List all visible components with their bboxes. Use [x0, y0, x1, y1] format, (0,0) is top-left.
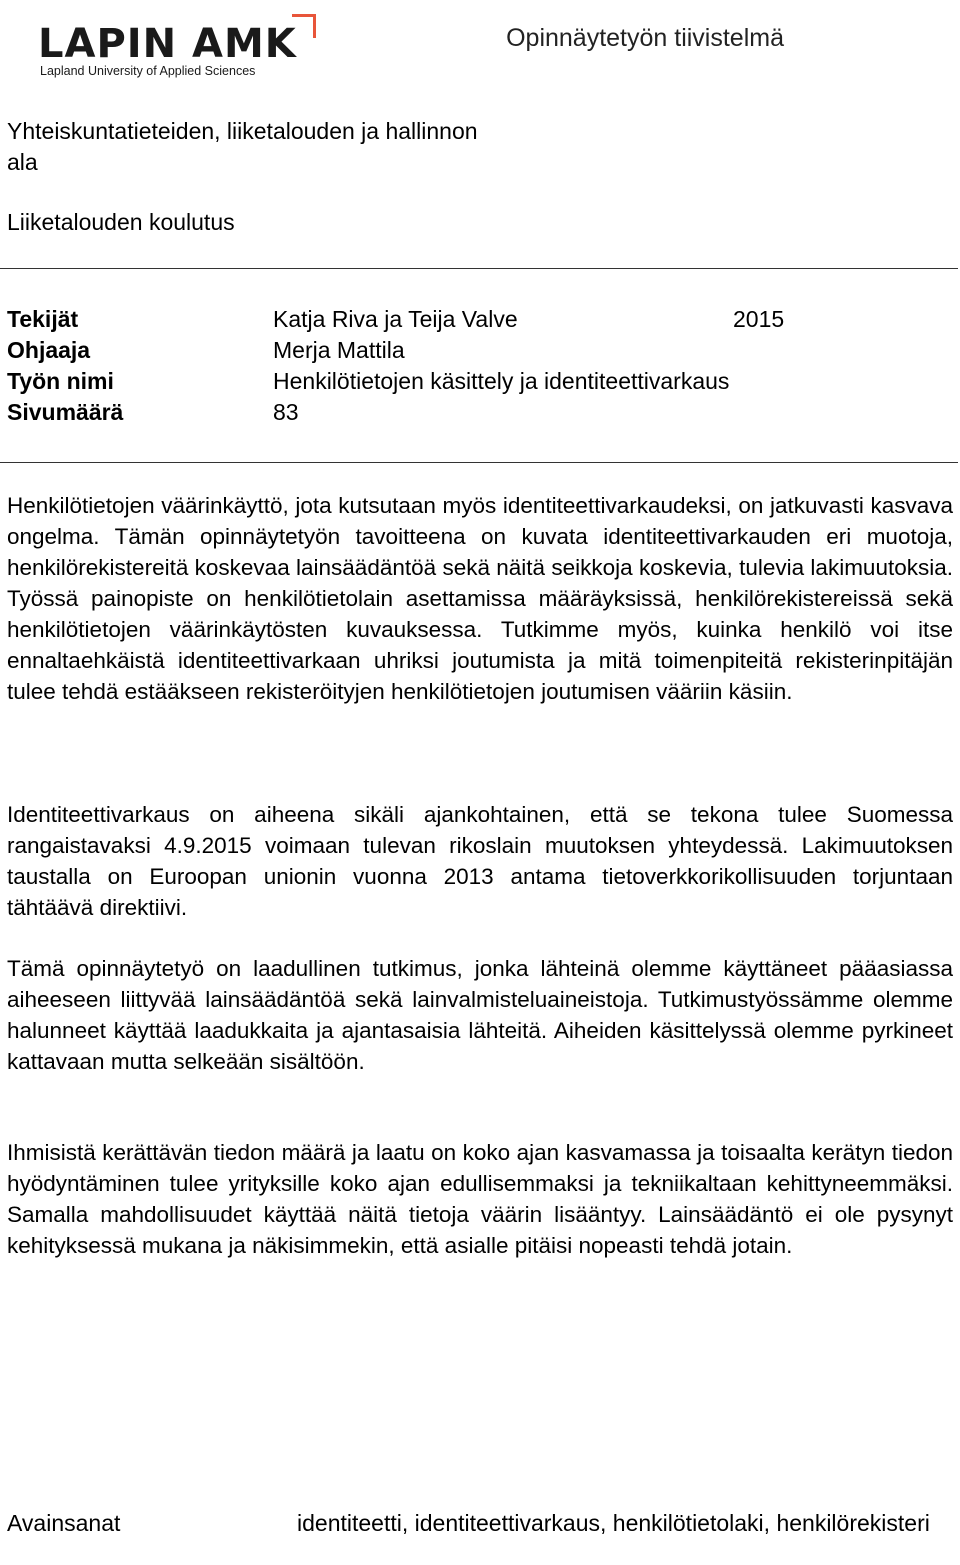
keywords-label: Avainsanat: [7, 1510, 121, 1536]
title-label: Työn nimi: [7, 368, 114, 394]
pages-label: Sivumäärä: [7, 399, 124, 425]
logo-corner-mark-icon: [292, 14, 316, 38]
logo-text: LAPIN AMK: [38, 21, 297, 67]
authors-label: Tekijät: [7, 306, 79, 332]
abstract-paragraph-2: Identiteettivarkaus on aiheena sikäli ajankohtainen, että se tekona tulee Suomessa rangaistavaksi 4.9.2015 voimaan tulevan rikoslain muutoksen yhteydessä. Lakimuutoksen taustalla on Euroopan unionin vuonna 2013 antama tietoverkkorikollisuuden torjuntaan tähtäävä direktiivi.: [7, 802, 953, 920]
keywords-value: identiteetti, identiteettivarkaus, henkilötietolaki, henkilörekisteri: [297, 1510, 930, 1536]
abstract-paragraph-4: Ihmisistä kerättävän tiedon määrä ja laatu on koko ajan kasvamassa ja toisaalta kerätyn tiedon hyödyntäminen tulee yrityksille koko ajan edullisemmaksi ja tekniikaltaan kehittyneemmäksi. Samalla mahdollisuudet käyttää näitä tietoja väärin lisääntyy. Lainsäädäntö ei ole pysynyt kehityksessä mukana ja näkisimmekin, että asialle pitäisi nopeasti tehdä jotain.: [7, 1140, 953, 1258]
authors-value: Katja Riva ja Teija Valve: [273, 306, 518, 332]
lapin-amk-logo: [38, 14, 297, 80]
pages-value: 83: [273, 399, 299, 425]
supervisor-label: Ohjaaja: [7, 337, 91, 363]
supervisor-value: Merja Mattila: [273, 337, 405, 363]
program: Liiketalouden koulutus: [7, 209, 235, 235]
title-value: Henkilötietojen käsittely ja identiteettivarkaus: [273, 368, 730, 394]
abstract-paragraph-1: Henkilötietojen väärinkäyttö, jota kutsutaan myös identiteettivarkaudeksi, on jatkuvasti kasvava ongelma. Tämän opinnäytetyön tavoitteena on kuvata identiteettivarkauden eri muotoja, henkilörekistereitä koskevaa lainsäädäntöä sekä näitä seikkoja koskevia, tulevia lakimuutoksia. Työssä painopiste on henkilötietolain asettamissa määräyksissä, henkilörekistereissä sekä henkilötietojen väärinkäytösten kuvauksessa. Tutkimme myös, kuinka henkilö voi itse ennaltaehkäistä identiteettivarkaan uhriksi joutumista ja mitä toimenpiteitä rekisterinpitäjän tulee tehdä estääkseen rekisteröityjen henkilötietojen joutumisen vääriin käsiin.: [7, 493, 953, 704]
faculty: Yhteiskuntatieteiden, liiketalouden ja hallinnon ala: [7, 118, 478, 175]
document-type: Opinnäytetyön tiivistelmä: [506, 24, 784, 52]
abstract-paragraph-3: Tämä opinnäytetyö on laadullinen tutkimus, jonka lähteinä olemme käyttäneet pääasiassa aiheeseen liittyvää lainsäädäntöä sekä lainvalmisteluaineistoja. Tutkimustyössämme olemme halunneet käyttää laadukkaita ja ajantasaisia lähteitä. Aiheiden käsittelyssä olemme pyrkineet kattavaan mutta selkeään sisältöön.: [7, 956, 953, 1074]
logo-subtitle: Lapland University of Applied Sciences: [40, 64, 256, 78]
divider: [0, 462, 958, 463]
divider: [0, 268, 958, 269]
year: 2015: [733, 306, 785, 332]
